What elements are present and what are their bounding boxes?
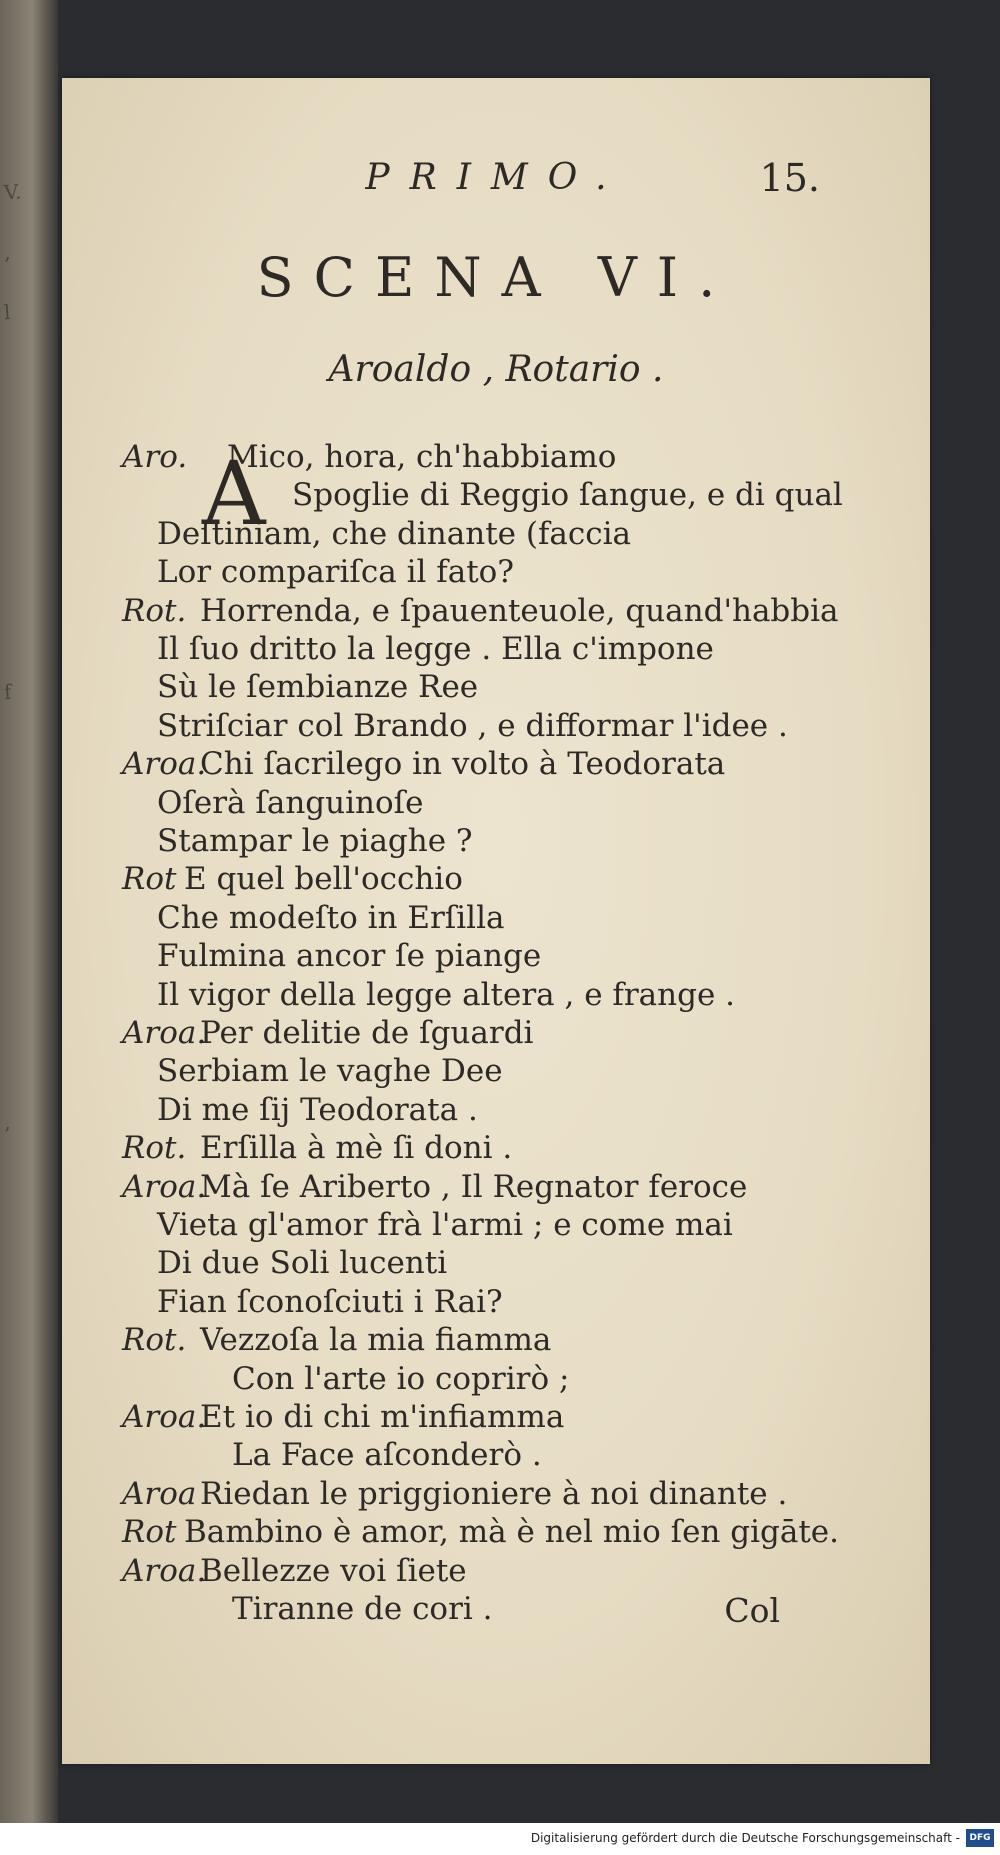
speaker-label: Rot [122,861,177,898]
running-title: PRIMO. [365,157,627,198]
verse-text: La Face aſconderò . [232,1437,542,1474]
drop-capital: A [202,442,266,545]
verse-text: Mico, hora, ch'habbiamo [227,439,617,475]
verse-text: Fulmina ancor ſe piange [157,938,542,975]
running-head [62,158,930,198]
verse-text: Erſilla à mè ſi doni . [200,1130,513,1167]
verse-text: E quel bell'occhio [184,861,463,898]
facing-page-fragments: V. , l f , [3,179,23,1135]
verse-text: Che modeſto in Erſilla [157,899,505,936]
verse-text: Oſerà ſanguinoſe [157,784,424,821]
verse-text: Chi ſacrilego in volto à Teodorata [200,746,726,783]
scene-characters: Aroaldo , Rotario . [328,349,664,390]
book-page [62,78,930,1764]
credit-text: Digitalisierung gefördert durch die Deutsche Forschungsgemeinschaft - [530,1831,960,1845]
book-spine-left [0,0,58,1855]
speaker-label: Aroa. [122,1399,207,1435]
digitization-credit-bar [0,1823,1000,1855]
page-number: 15. [759,156,820,200]
speaker-label: Aro. [122,439,188,475]
scene-heading: SCENA VI. [256,246,736,309]
speaker-label: Rot. [122,1322,187,1359]
dfg-logo: DFG [966,1829,994,1847]
speaker-label: Aroa [122,1475,197,1512]
verse-text: Per delitie de ſguardi [200,1015,534,1051]
verse-text: Vieta gl'amor frà l'armi ; e come mai [157,1207,733,1243]
verse-text: Di due Soli lucenti [157,1245,448,1282]
speaker-label: Rot. [122,1130,187,1167]
verse-text: Spoglie di Reggio ſangue, e di qual [292,477,843,514]
verse-text: Bellezze voi ſiete [200,1552,467,1589]
verse-text: Tiranne de cori . [232,1591,493,1627]
verse-text: Riedan le priggioniere à noi dinante . [200,1475,788,1512]
verse-text: Stampar le piaghe ? [157,823,473,859]
verse-text: Vezzoſa la mia fiamma [200,1322,552,1359]
verse-text: Sù le ſembianze Ree [157,669,479,706]
speaker-label: Aroa. [122,746,207,783]
verse-text: Striſciar col Brando , e difformar l'idee . [157,707,788,744]
verse-text: Horrenda, e ſpauenteuole, quand'habbia [200,592,839,629]
verse-text: Serbiam le vaghe Dee [157,1053,503,1090]
speaker-label: Rot. [122,592,187,629]
verse-text: Deſtiniam, che dinante (faccia [157,515,632,552]
catchword: Col [724,1591,780,1630]
speaker-label: Rot [122,1514,177,1551]
verse-text: Lor compariſca il fato? [157,554,514,591]
verse-text: Il ſuo dritto la legge . Ella c'impone [157,631,714,667]
verse-text: Il vigor della legge altera , e frange . [157,976,736,1013]
verse-text: Di me ſij Teodorata . [157,1091,478,1128]
verse-text: Mà ſe Ariberto , Il Regnator feroce [200,1168,748,1205]
speaker-label: Aroa. [122,1015,207,1051]
verse-text: Bambino è amor, mà è nel mio ſen gigāte. [184,1514,839,1551]
verse-text: Et io di chi m'infiamma [200,1399,565,1435]
verse-text: Con l'arte io coprirò ; [232,1360,570,1397]
speaker-label: Aroa. [122,1552,207,1589]
verse-text: Fian ſconoſciuti i Rai? [157,1283,503,1320]
speaker-label: Aroa. [122,1168,207,1205]
